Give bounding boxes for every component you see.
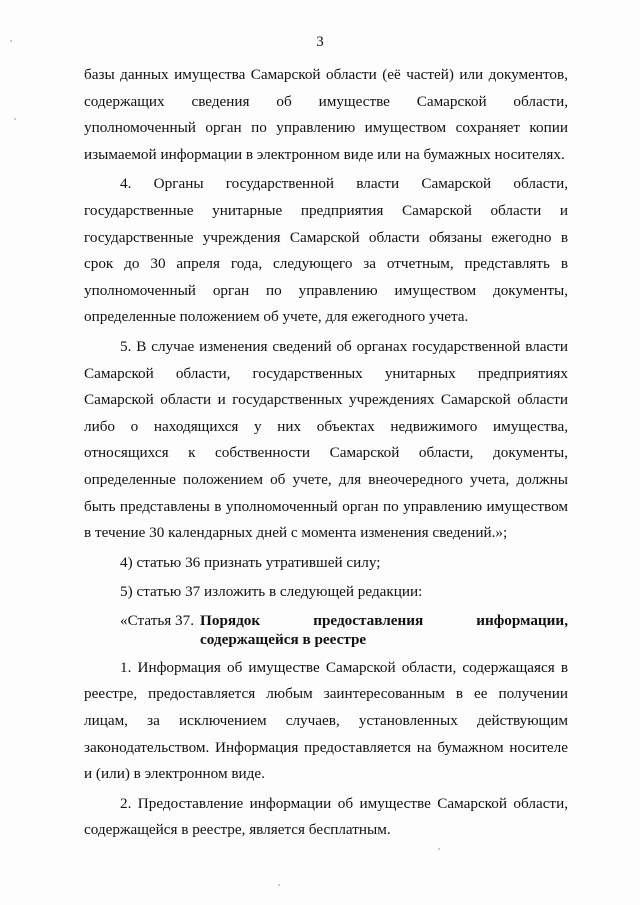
document-body xyxy=(84,62,568,844)
scan-speck xyxy=(10,40,12,42)
amendment-item-4: 4) статью 36 признать утратившей силу; xyxy=(120,553,381,571)
paragraph-continuation: базы данных имущества Самарской области (её частей) или документов, содержащих сведения об имуществе Самарской области, уполномоченный орган по управлению имуществом сохраняет копии изымаемой информации в электронном виде или на бумажных носителях. xyxy=(84,66,568,163)
article-title-line2: содержащейся в реестре xyxy=(200,630,367,648)
amendment-item-5: 5) статью 37 изложить в следующей редакции: xyxy=(120,583,423,601)
article-paragraph-1: 1. Информация об имуществе Самарской области, содержащаяся в реестре, предоставляется любым заинтересованным в ее получении лицам, за исключением случаев, установленных действующим законодательством. Информация предоставляется на бумажном носителе и (или) в электронном виде. xyxy=(84,658,568,783)
scan-speck xyxy=(278,884,280,886)
paragraph-item-5: 5. В случае изменения сведений об органах государственной власти Самарской области, государственных унитарных предприятиях Самарской области и государственных учреждениях Самарской области либо о находящихся у них объектах недвижимого имущества, относящихся к собственности Самарской области, документы, определенные положением об учете, для внеочередного учета, должны быть представлены в уполномоченный орган по управлению имуществом в течение 30 календарных дней с момента изменения сведений.»; xyxy=(84,337,568,542)
scan-speck xyxy=(438,848,440,850)
page-number: 3 xyxy=(316,34,324,50)
scan-speck xyxy=(14,118,16,120)
article-title-word: информации, xyxy=(476,611,568,629)
article-title-word: Порядок xyxy=(200,611,261,629)
article-title xyxy=(200,611,568,649)
article-paragraph-2: 2. Предоставление информации об имуществе Самарской области, содержащейся в реестре, является бесплатным. xyxy=(84,794,568,839)
article-number: «Статья 37. xyxy=(120,611,195,629)
article-title-word: предоставления xyxy=(313,611,424,629)
article-heading xyxy=(120,611,568,649)
paragraph-item-4: 4. Органы государственной власти Самарской области, государственные унитарные предприятия Самарской области и государственные учреждения Самарской области обязаны ежегодно в срок до 30 апреля года, следующего за отчетным, представлять в уполномоченный орган по управлению имуществом документы, определенные положением об учете, для ежегодного учета. xyxy=(84,175,568,326)
